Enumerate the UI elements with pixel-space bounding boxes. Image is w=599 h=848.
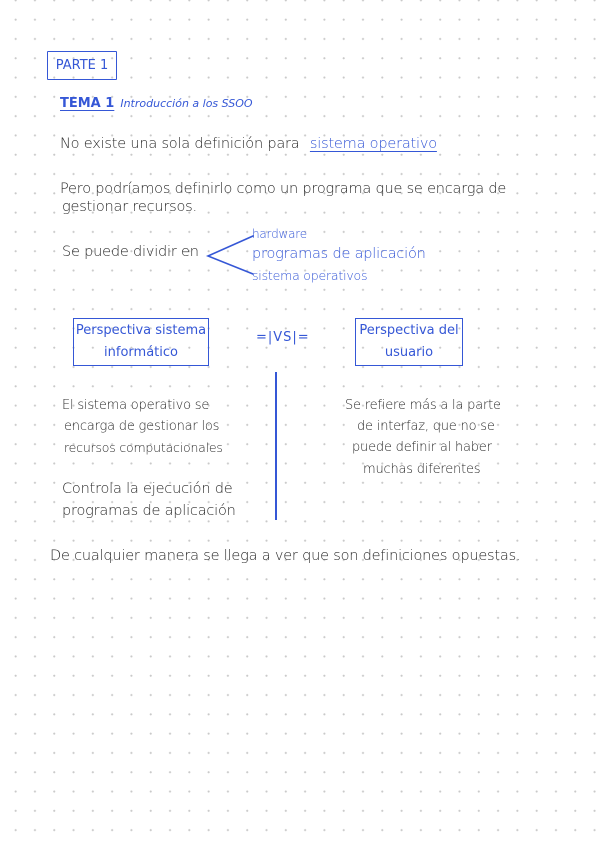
program-definition-line-2: gestionar recursos. [62, 199, 197, 215]
perspective-right-title: Perspectiva del usuario [359, 323, 459, 360]
left-note-line-4: Controla la ejecución de [62, 481, 233, 497]
conclusion-line: De cualquier manera se llega a ver que son definiciones opuestas. [50, 548, 521, 564]
division-item-os: sistema operativos [252, 268, 368, 283]
perspective-box-right [355, 318, 463, 366]
perspective-left-title: Perspectiva sistema informático [75, 323, 207, 360]
left-note-line-1: El sistema operativo se [62, 398, 210, 413]
division-lead: Se puede dividir en [62, 244, 199, 260]
division-item-programs: programas de aplicación [252, 246, 426, 262]
definition-text: No existe una sola definición para [60, 136, 300, 152]
column-divider [275, 372, 277, 520]
part-label: PARTE 1 [55, 58, 109, 73]
right-note-line-3: puede definir al haber [352, 440, 492, 455]
left-note-line-5: programas de aplicación [62, 503, 236, 519]
topic-heading [60, 96, 253, 111]
left-note-line-3: recursos computacionales [64, 440, 223, 455]
division-item-hardware: hardware [252, 227, 307, 241]
perspective-box-left [73, 318, 209, 366]
program-definition-line-1: Pero podríamos definirlo como un programa que se encarga de [60, 181, 507, 197]
right-note-line-4: muchas diferentes [363, 462, 481, 477]
topic-number: TEMA 1 [60, 96, 115, 111]
definition-line [60, 136, 437, 152]
right-note-line-1: Se refiere más a la parte [345, 398, 501, 413]
part-label-box [47, 51, 117, 80]
branch-bracket-icon [205, 230, 255, 280]
versus-label: =|VS|= [256, 330, 310, 345]
left-note-line-2: encarga de gestionar los [64, 419, 220, 434]
right-note-line-2: de interfaz, que no se [357, 419, 495, 434]
topic-title: Introducción a los SSOO [120, 97, 253, 110]
definition-highlight: sistema operativo [309, 136, 437, 152]
